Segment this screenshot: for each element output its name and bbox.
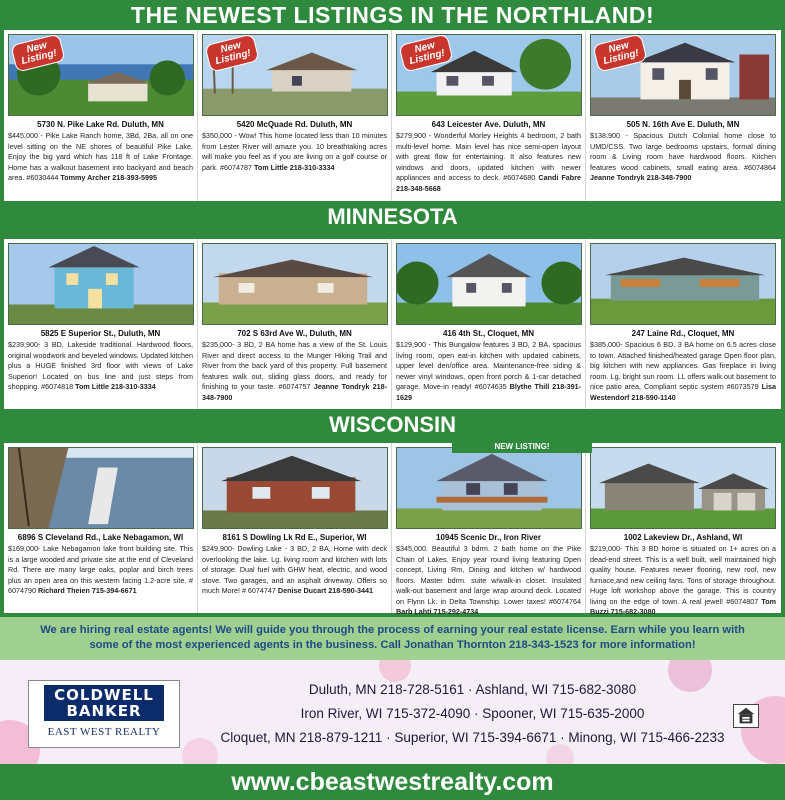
minnesota-panel [4, 239, 781, 409]
footer-contact [0, 660, 785, 764]
listing-description: $445,000 - Pike Lake Ranch home, 3Bd, 2Ba, all on one level sitting on the NE shores of beautiful Pike Lake. Enjoy the big yard which has 118 ft of Lake Frontage. Home has a walkout basement into backyard and beach area. #6030444 Tommy Archer 218-393-5995 [8, 131, 193, 182]
wisconsin-panel [4, 443, 781, 616]
website-url[interactable]: www.cbeastwestrealty.com [0, 764, 785, 800]
listing-photo [8, 447, 194, 529]
listing-agent: Tommy Archer 218-393-5995 [60, 173, 158, 182]
listing-description: $239,900- 3 BD, Lakeside traditional. Hardwood floors, original woodwork and beveled windows. Updated kitchen plus a HUGE finished 3rd floor with views of Lake Superior! Located on bus line and just steps from shopping. #6074818 Tom Little 218-310-3334 [8, 340, 193, 391]
listing-description: $169,000- Lake Nebagamon lake front building site. This is a large wooded and private site at the end of Cleveland Rd. There are many large oaks, poplar and birch trees plus an open area on this western facing 1.2-acre site. # 6074790 Richard Theien 715-394-6671 [8, 544, 193, 595]
listing-photo [8, 243, 194, 325]
listing-card[interactable] [4, 239, 198, 409]
listing-description: $350,000 - Wow! This home located less than 10 minutes from Lester River will amaze you. 10 breathtaking acres will make you feel as if you are living on a golf course or park. #6074787 Tom Little 218-310-3334 [202, 131, 387, 172]
listing-description: $345,000. Beautiful 3 bdrm. 2 bath home on the Pike Chain of Lakes. Enjoy year round living featuring Open concept, Living Rm, Dining and kitchen w/ hardwood floors. Master bdrm. suite w/walk-in closet. Insulated walk-out basement and large wrap around deck. Located on Flynn Lk. in Delta Township. Lower taxes! #6074764 Barb Lahti 715-292-4734 [396, 544, 581, 616]
coldwell-banker-logo[interactable] [28, 680, 180, 748]
office-phones-line: Iron River, WI 715-372-4090 · Spooner, WI 715-635-2000 [300, 706, 645, 721]
new-listing-badge: New Listing! [592, 34, 647, 73]
listing-agent: Barb Lahti 715-292-4734 [396, 607, 479, 616]
listing-address: 416 4th St., Cloquet, MN [442, 329, 535, 338]
listing-agent: Tom Little 218-310-3334 [75, 382, 156, 391]
listing-photo [202, 447, 388, 529]
new-listing-tag: NEW LISTING! [452, 441, 592, 453]
wisconsin-heading: WISCONSIN [328, 412, 457, 437]
listing-card[interactable] [198, 30, 392, 201]
listing-photo [396, 34, 582, 116]
listing-card[interactable] [4, 30, 198, 201]
listing-address: 5825 E Superior St., Duluth, MN [40, 329, 161, 338]
listing-address: 702 S 63rd Ave W., Duluth, MN [237, 329, 352, 338]
listing-card[interactable] [392, 30, 586, 201]
logo-subtitle: EAST WEST REALTY [47, 726, 161, 738]
listing-card[interactable] [4, 443, 198, 613]
listing-description: $129,900 - This Bungalow features 3 BD, 2 BA, spacious living room, open eat-in kitchen with updated cabinets, upper level den/office area. Maintenance-free siding & newer vinyl windows, open front porch & 1-car detached garage. Move-in ready! #6074635 Blythe Thill 218-391-1629 [396, 340, 581, 402]
office-phones-line: Duluth, MN 218-728-5161 · Ashland, WI 715-682-3080 [308, 682, 637, 697]
listing-description: $219,000- This 3 BD home is situated on 1+ acres on a dead-end street. This is a well built, well maintained high quality house. Features newer flooring, new roof, new furnace,and new ceiling fans. Tons of storage throughout. Huge loft workshop above the garage. This is country living on the edge of town. A real jewel! #6074807 Tom Buzzi 715-682-3080 [590, 544, 777, 616]
listing-address: 643 Leicester Ave. Duluth, MN [431, 120, 546, 129]
listing-address: 247 Laine Rd., Cloquet, MN [631, 329, 735, 338]
listing-address: 5730 N. Pike Lake Rd. Duluth, MN [37, 120, 164, 129]
listing-photo [202, 34, 388, 116]
listing-address: 10945 Scenic Dr., Iron River [436, 533, 541, 542]
listing-agent: Lisa Westendorf 218-590-1140 [590, 382, 777, 402]
new-listing-badge: New Listing! [10, 34, 65, 73]
listing-address: 505 N. 16th Ave E. Duluth, MN [626, 120, 740, 129]
listing-agent: Tom Little 218-310-3334 [253, 162, 335, 172]
listing-address: 1002 Lakeview Dr., Ashland, WI [623, 533, 743, 542]
new-listing-badge: New Listing! [398, 34, 453, 73]
listing-photo [202, 243, 388, 325]
listing-card[interactable] [586, 239, 780, 409]
listing-agent: Candi Fabre 218-348-5668 [396, 173, 581, 193]
listing-agent: Denise Ducart 218-590-3441 [277, 586, 374, 595]
new-listing-badge: New Listing! [204, 34, 259, 73]
listing-card[interactable] [586, 443, 780, 616]
listing-photo [8, 34, 194, 116]
minnesota-heading: MINNESOTA [327, 204, 458, 229]
listing-description: $279,900 - Wonderful Morley Heights 4 bedroom, 2 bath multi-level home. Main level has nice semi-open layout with great flow for entertaining. It also features new windows and doors, updated kitchen with newer appliances and access to deck. #6074680 Candi Fabre 218-348-5668 [396, 131, 581, 193]
listing-agent: Richard Theien 715-394-6671 [37, 586, 137, 595]
listing-card[interactable] [392, 443, 586, 616]
listing-address: 6896 S Cleveland Rd., Lake Nebagamon, WI [17, 533, 184, 542]
listing-address: 5420 McQuade Rd. Duluth, MN [236, 120, 353, 129]
top-heading: THE NEWEST LISTINGS IN THE NORTHLAND! [130, 2, 655, 28]
equal-housing-icon [733, 704, 759, 728]
listing-photo [396, 243, 582, 325]
listing-card[interactable] [198, 443, 392, 613]
listing-description: $235,000- 3 BD, 2 BA home has a view of the St. Louis River and direct access to the Munger Hiking Trail and River from the back yard of this property. Full basement features walk out, sliding glass doors, and ready for finishing to your taste. #6074757 Jeanne Tondryk 218-348-7900 [202, 340, 388, 402]
listing-description: $385,000- Spacious 6 BD. 3 BA home on 6.5 acres close to town. Attached finished/heated garage Open floor plan, big kitchen with new appliances. Gas fireplace in living room. Lg. bright sun room. LL offers walk out basement to nice patio area, Compliant septic system #6073579 Lisa Westendorf 218-590-1140 [590, 340, 777, 402]
listing-agent: Jeanne Tondryk 218-348-7900 [590, 173, 692, 182]
listing-card[interactable] [392, 239, 586, 409]
listing-description: $249,900- Dowling Lake - 3 BD, 2 BA, Home with deck overlooking the lake. Lg. living room and kitchen with lots of storage. Dual fuel with GHW heat, electric, and wood stove. Two garages, and an asphalt driveway. Offers so much More! # 6074747 Denise Ducart 218-590-3441 [202, 544, 387, 595]
listing-card[interactable] [198, 239, 392, 409]
listing-photo [590, 243, 776, 325]
office-phones-line: Cloquet, MN 218-879-1211 · Superior, WI 715-394-6671 · Minong, WI 715-466-2233 [220, 730, 725, 745]
listing-description: $138,900 - Spacious Dutch Colonial home close to UMD/CSS. Two large bedrooms upstairs, formal dining room & Living room have hardwood floors. Kitchen features wood cabinets, small eating area. #6074864 Jeanne Tondryk 218-348-7900 [590, 131, 776, 182]
newest-listings-panel [4, 30, 781, 201]
listing-card[interactable] [586, 30, 780, 201]
listing-photo [590, 447, 776, 529]
listing-address: 8161 S Dowling Lk Rd E., Superior, WI [222, 533, 367, 542]
listing-photo [396, 447, 582, 529]
listing-agent: Jeanne Tondryk 218-348-7900 [202, 382, 388, 402]
listing-agent: Tom Buzzi 715-682-3080 [590, 596, 777, 616]
listing-photo [590, 34, 776, 116]
hiring-message: We are hiring real estate agents! We will guide you through the process of earning your real estate license. Earn while you learn with some of the most experienced agents in the business. Call Jonathan Thornton 218-343-1523 for more information! [0, 617, 785, 660]
logo-wordmark: COLDWELL BANKER [44, 685, 164, 721]
listing-agent: Blythe Thill 218-391-1629 [396, 382, 581, 402]
